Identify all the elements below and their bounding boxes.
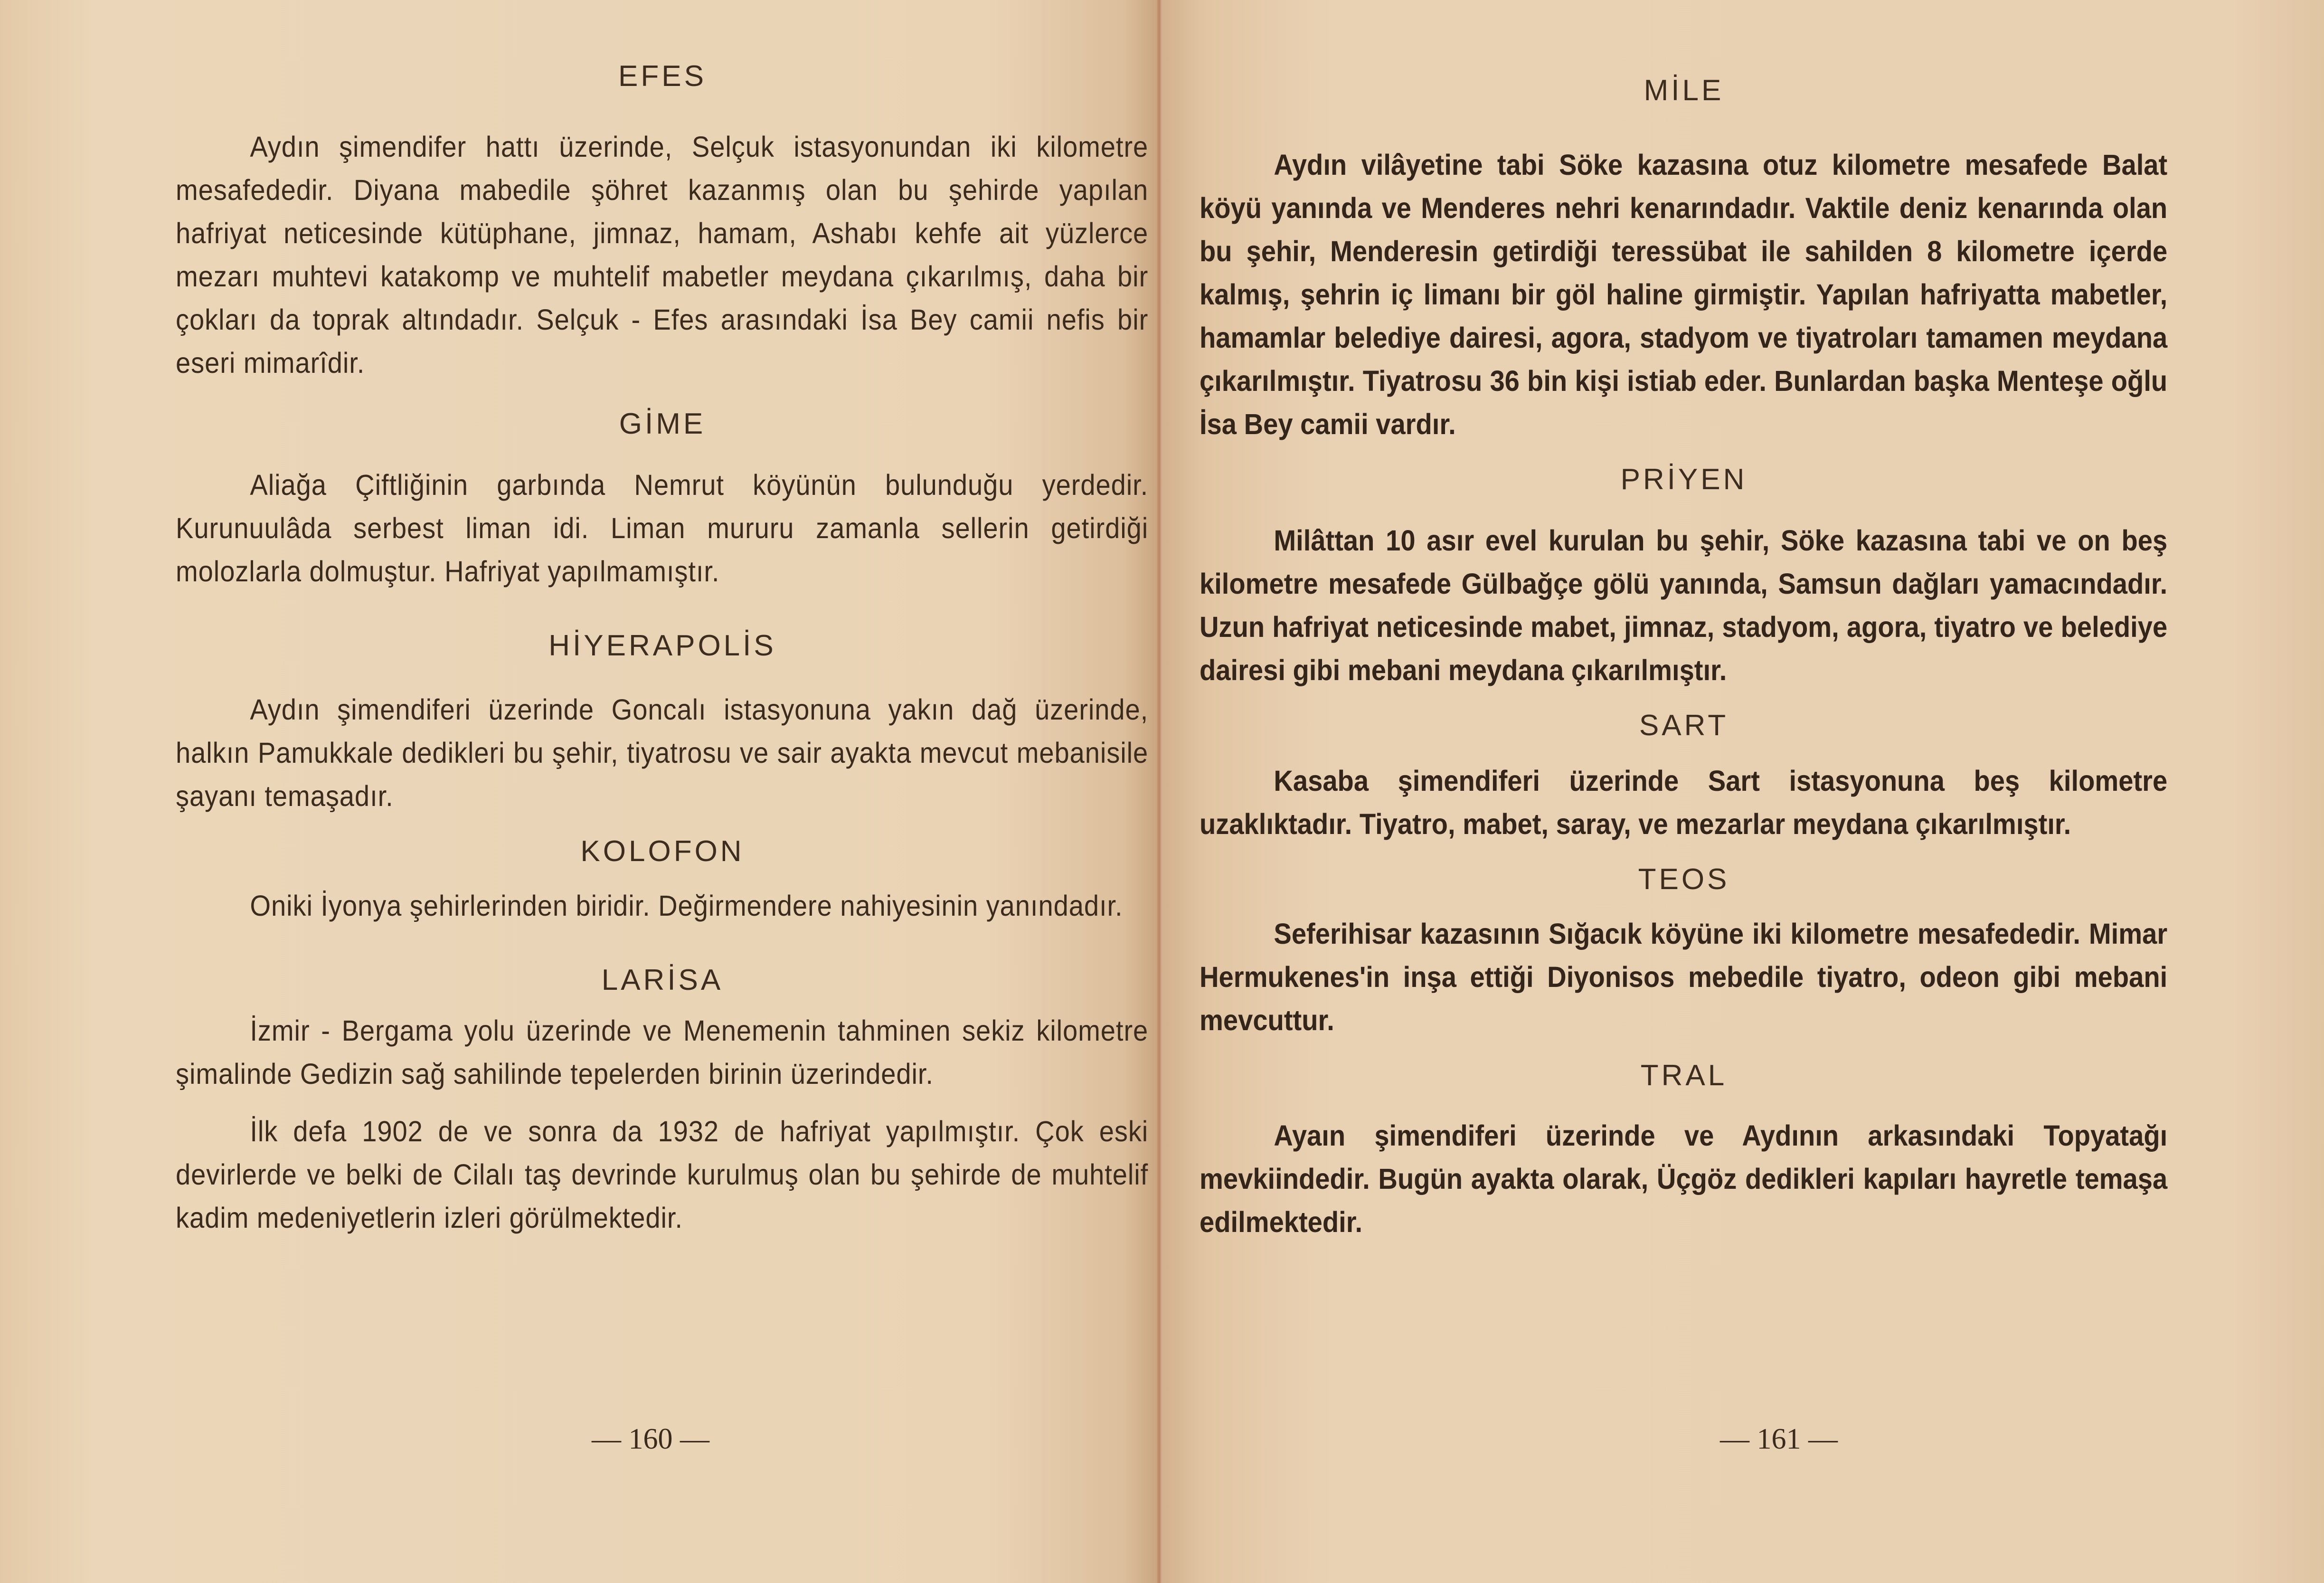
right-page-text-column: [1200, 76, 2168, 1244]
section-paragraph: İzmir - Bergama yolu üzerinde ve Menemenin tahminen sekiz kilometre şimalinde Gedizin sağ sahilinde tepelerden birinin üzerindedir.: [176, 1014, 1149, 1090]
section-paragraph: Aliağa Çiftliğinin garbında Nemrut köyünün bulunduğu yerdedir. Kurunuulâda serbest liman idi. Liman mururu zamanla sellerin getirdiği molozlarla dolmuştur. Hafriyat yapılmamıştır.: [176, 469, 1149, 588]
section-heading: SART: [1639, 709, 1729, 742]
section-heading: LARİSA: [601, 964, 724, 996]
section-paragraph: Oniki İyonya şehirlerinden biridir. Değirmendere nahiyesinin yanındadır.: [250, 890, 1123, 922]
section-paragraph: Aydın şimendifer hattı üzerinde, Selçuk istasyonundan iki kilometre mesafededir. Diyana mabedile şöhret kazanmış olan bu şehirde yapılan hafriyat neticesinde kütüphane, jimnaz, hamam, Ashabı kehfe ait yüzlerce mezarı muhtevi katakomp ve muhtelif mabetler meydana çıkarılmış, daha bir çokları da toprak altındadır. Selçuk - Efes arasındaki İsa Bey camii nefis bir eseri mimarîdir.: [176, 131, 1149, 379]
page-number: — 161 —: [1720, 1423, 1838, 1455]
section-paragraph: Ayaın şimendiferi üzerinde ve Aydının arkasındaki Topyatağı mevkiindedir. Bugün ayakta olarak, Üçgöz dedikleri kapıları hayretle temaşa edilmektedir.: [1200, 1119, 2168, 1238]
section-paragraph: Aydın şimendiferi üzerinde Goncalı istasyonuna yakın dağ üzerinde, halkın Pamukkale dedikleri bu şehir, tiyatrosu ve sair ayakta mevcut mebanisile şayanı temaşadır.: [176, 693, 1149, 812]
section-larisa: [176, 966, 1149, 1240]
section-paragraph: Seferihisar kazasının Sığacık köyüne iki kilometre mesafededir. Mimar Hermukenes'in inşa ettiği Diyonisos mebedile tiyatro, odeon gibi mebani mevcuttur.: [1200, 918, 2168, 1036]
section-paragraph: Milâttan 10 asır evel kurulan bu şehir, Söke kazasına tabi ve on beş kilometre mesafede Gülbağçe gölü yanında, Samsun dağları yamacındadır. Uzun hafriyat neticesinde mabet, jimnaz, stadyom, agora, tiyatro ve belediye dairesi gibi mebani meydana çıkarılmıştır.: [1200, 524, 2168, 686]
section-heading: HİYERAPOLİS: [548, 629, 776, 662]
section-efes: [176, 62, 1149, 385]
book-spine: [1157, 0, 1162, 1583]
section-paragraph: Kasaba şimendiferi üzerinde Sart istasyonuna beş kilometre uzaklıktadır. Tiyatro, mabet, saray, ve mezarlar meydana çıkarılmıştır.: [1200, 765, 2168, 840]
section-paragraph: Aydın vilâyetine tabi Söke kazasına otuz kilometre mesafede Balat köyü yanında ve Menderes nehri kenarındadır. Vaktile deniz kenarında olan bu şehir, Menderesin getirdiği teressübat ile sahilden 8 kilometre içerde kalmış, şehrin iç limanı bir göl haline girmiştir. Yapılan hafriyatta mabetler, hamamlar belediye dairesi, agora, stadyom ve tiyatroları tamamen meydana çıkarılmıştır. Tiyatrosu 36 bin kişi istiab eder. Bunlardan başka Menteşe oğlu İsa Bey camii vardır.: [1200, 149, 2168, 440]
left-page-text-column: [176, 62, 1149, 1240]
section-heading: PRİYEN: [1620, 463, 1748, 496]
section-paragraph: İlk defa 1902 de ve sonra da 1932 de hafriyat yapılmıştır. Çok eski devirlerde ve belki de Cilalı taş devrinde kurulmuş olan bu şehirde de muhtelif kadim medeniyetlerin izleri görülmektedir.: [176, 1115, 1149, 1234]
section-kolofon: [176, 837, 1149, 928]
section-heading: KOLOFON: [580, 835, 745, 868]
section-heading: MİLE: [1644, 74, 1724, 107]
section-gime: [176, 409, 1149, 593]
page-number: — 160 —: [592, 1423, 709, 1455]
section-mile: [1200, 76, 2168, 446]
section-priyen: [1200, 465, 2168, 692]
section-heading: GİME: [619, 408, 706, 440]
right-page: [1162, 0, 2324, 1583]
left-page: [0, 0, 1158, 1583]
section-heading: EFES: [618, 60, 707, 93]
section-hiyerapolis: [176, 631, 1149, 818]
section-sart: [1200, 711, 2168, 846]
section-heading: TEOS: [1638, 863, 1730, 896]
section-heading: TRAL: [1640, 1059, 1728, 1092]
section-tral: [1200, 1061, 2168, 1244]
section-teos: [1200, 865, 2168, 1042]
